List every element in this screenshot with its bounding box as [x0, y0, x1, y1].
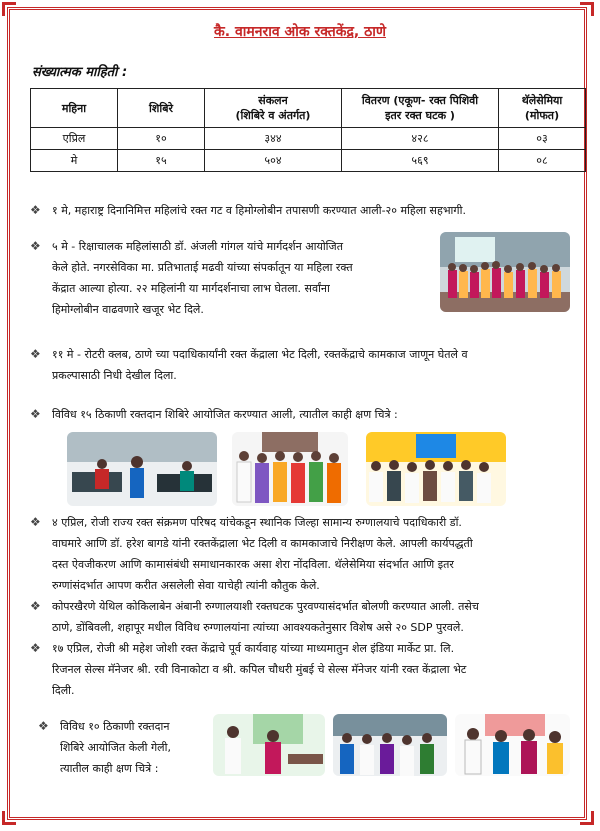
bullet-text: दिली. [52, 684, 75, 697]
table-cell: ५६९ [342, 150, 499, 172]
stats-table [30, 88, 586, 172]
bullet-text: ५ मे - रिक्षाचालक महिलांसाठी डॉ. अंजली गांगल यांचे मार्गदर्शन आयोजित [52, 240, 343, 253]
header-thalassemia-l1: थॅलेसेमिया [521, 94, 563, 107]
table-cell: ०८ [499, 150, 586, 172]
bullet-text: ठाणे, डोंबिवली, शहापूर मधील विविध रुग्णालयांना त्यांच्या आवश्यकतेनुसार विशेष असे २० SDP पुरवले. [52, 621, 464, 634]
bullet-text: वाघमारे आणि डॉ. हरेश बागडे यांनी रक्तकेंद्राला भेट दिली व कामकाजाचे निरीक्षण केले. आपली कार्यपद्धती [52, 537, 473, 550]
border-corner [580, 2, 594, 16]
header-thalassemia [499, 89, 586, 128]
bullet-text: केंद्रात आल्या होत्या. २२ महिलांनी या मार्गदर्शनाचा लाभ घेतला. सर्वांना [52, 282, 330, 295]
header-distribution-l1: वितरण (एकूण- रक्त पिशिवी [361, 94, 479, 107]
bullet-text: १ मे, महाराष्ट्र दिनानिमित्त महिलांचे रक्त गट व हिमोग्लोबीन तपासणी करण्यात आली-२० महिला सहभागी. [52, 204, 466, 217]
star-bullet-icon: ❖ [30, 239, 41, 253]
table-cell: ४२८ [342, 128, 499, 150]
bullet-text: केले होते. नगरसेविका मा. प्रतिभाताई मढवी यांच्या संपर्कातून या महिला रक्त [52, 261, 353, 274]
bullet-text: रुग्णांसंदर्भात आपण करीत असलेली सेवा याचेही त्यांनी कौतुक केले. [52, 579, 320, 592]
camp-photo [366, 432, 506, 506]
bullet-text: विविध १५ ठिकाणी रक्तदान शिबिरे आयोजित करण्यात आली, त्यातील काही क्षण चित्रे : [52, 408, 398, 421]
header-collection [205, 89, 342, 128]
bullet-text: दस्त ऐवजीकरण आणि कामासंबंधी समाधानकारक असा शेरा नोंदविला. थॅलेसेमिया संदर्भात आणि इतर [52, 558, 454, 571]
star-bullet-icon: ❖ [30, 347, 41, 361]
table-header-row [31, 89, 586, 128]
star-bullet-icon: ❖ [30, 515, 41, 529]
page-title: कै. वामनराव ओक रक्तकेंद्र, ठाणे [214, 24, 386, 40]
bullet-text: प्रकल्पासाठी निधी देखील दिला. [52, 369, 177, 382]
header-camps: शिबिरे [118, 89, 205, 128]
bullet-text: विविध १० ठिकाणी रक्तदान [60, 720, 170, 733]
bullet-item [30, 200, 582, 221]
table-cell: ५०४ [205, 150, 342, 172]
bullet-text: १७ एप्रिल, रोजी श्री महेश जोशी रक्त केंद्राचे पूर्व कार्यवाह यांच्या माध्यमातुन शेल इंडिया मार्केट प्रा. लि. [52, 642, 455, 655]
table-row [31, 150, 586, 172]
bullet-text: कोपरखैरणे येथिल कोकिलाबेन अंबानी रुग्णालयाशी रक्तघटक पुरवण्यासंदर्भात बोलणी करण्यात आली. तसेच [52, 600, 479, 613]
table-cell: ३४४ [205, 128, 342, 150]
camp-photo [213, 714, 325, 776]
camp-photo [333, 714, 447, 776]
bullet-item [30, 236, 442, 320]
header-collection-l1: संकलन [258, 94, 288, 107]
event-photo [440, 232, 570, 312]
header-thalassemia-l2: (मोफत) [524, 109, 560, 122]
bullet-item [30, 596, 582, 638]
camp-photo [67, 432, 217, 506]
bullet-item [30, 344, 582, 386]
star-bullet-icon: ❖ [30, 641, 41, 655]
star-bullet-icon: ❖ [30, 407, 41, 421]
table-cell: १५ [118, 150, 205, 172]
section-heading: संख्यात्मक माहिती : [32, 65, 128, 80]
table-cell: १० [118, 128, 205, 150]
table-cell: ०३ [499, 128, 586, 150]
border-corner [580, 811, 594, 825]
table-cell: मे [31, 150, 118, 172]
star-bullet-icon: ❖ [30, 599, 41, 613]
border-corner [2, 811, 16, 825]
bullet-item [30, 638, 582, 701]
header-distribution-l2: इतर रक्त घटक ) [385, 109, 455, 122]
camp-photo [455, 714, 570, 776]
bullet-item [30, 404, 582, 425]
header-distribution [342, 89, 499, 128]
star-bullet-icon: ❖ [30, 203, 41, 217]
border-corner [2, 2, 16, 16]
bullet-item [38, 716, 210, 779]
table-row [31, 128, 586, 150]
bullet-text: हिमोग्लोबीन वाढवणारे खजूर भेट दिले. [52, 303, 204, 316]
bullet-item [30, 512, 582, 596]
camp-photo [232, 432, 348, 506]
table-cell: एप्रिल [31, 128, 118, 150]
bullet-text: ११ मे - रोटरी क्लब, ठाणे च्या पदाधिकार्यांनी रक्त केंद्राला भेट दिली, रक्तकेंद्राचे कामकाज जाणून घेतले व [52, 348, 468, 361]
bullet-text: ४ एप्रिल, रोजी राज्य रक्त संक्रमण परिषद यांचेकडून स्थानिक जिल्हा सामान्य रुग्णालयाचे पदाधिकारी डॉ. [52, 516, 462, 529]
header-collection-l2: (शिबिरे व अंतर्गत) [235, 109, 311, 122]
header-month: महिना [31, 89, 118, 128]
bullet-text: त्यातील काही क्षण चित्रे : [60, 762, 159, 775]
bullet-text: शिबिरे आयोजित केली गेली, [60, 741, 171, 754]
star-bullet-icon: ❖ [38, 719, 49, 733]
bullet-text: रिजनल सेल्स मॅनेजर श्री. रवी विनाकोटा व श्री. कपिल चौधरी मुंबई चे सेल्स मॅनेजर यांनी रक्त केंद्राला भेट [52, 663, 467, 676]
